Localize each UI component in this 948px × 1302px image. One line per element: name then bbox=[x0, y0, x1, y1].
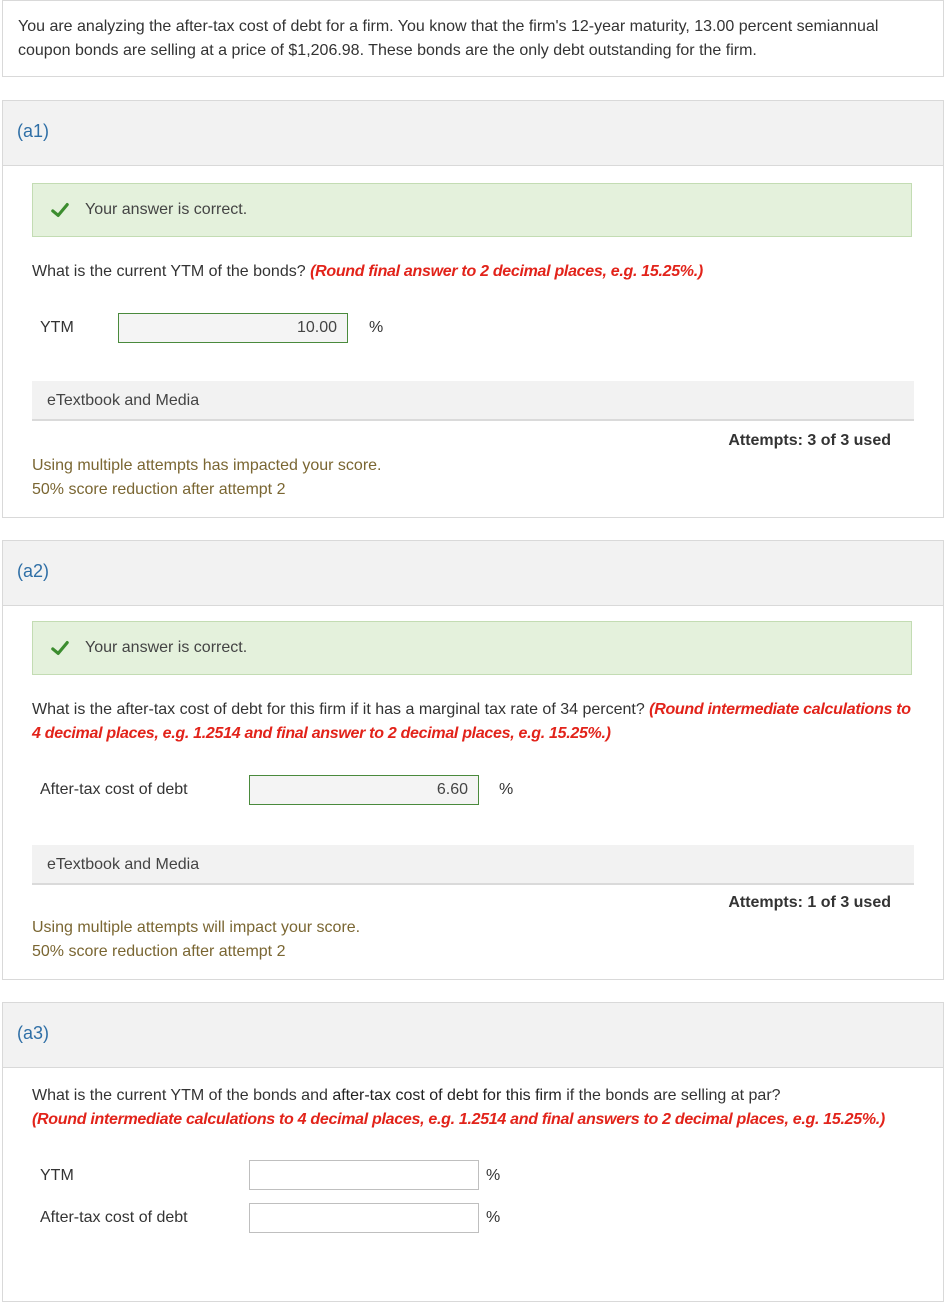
problem-statement bbox=[2, 0, 944, 77]
after-tax-cost-label: After-tax cost of debt bbox=[40, 1209, 188, 1226]
attempts-warning bbox=[32, 916, 360, 964]
question: What is the after-tax cost of debt for this firm if it has a marginal tax rate of 34 percent? bbox=[32, 701, 645, 718]
part-a1-label: (a1) bbox=[17, 121, 50, 141]
ytm-input[interactable] bbox=[249, 1160, 479, 1190]
percent-unit: % bbox=[486, 1167, 501, 1184]
rounding-hint: (Round intermediate calculations to 4 decimal places, e.g. 1.2514 and final answers to 2 decimal places, e.g. 15.25%.) bbox=[32, 1111, 885, 1128]
question-part-2: after-tax cost of debt for this firm bbox=[332, 1087, 562, 1104]
question-part-3: if the bonds are selling at par? bbox=[566, 1087, 781, 1104]
warning-line-2: 50% score reduction after attempt 2 bbox=[32, 481, 286, 498]
part-a2 bbox=[2, 540, 944, 980]
rounding-hint: (Round intermediate calculations to 4 decimal places, e.g. 1.2514 and final answer to 2 decimal places, e.g. 15.25%.) bbox=[32, 701, 911, 742]
part-a3-header bbox=[3, 1003, 943, 1068]
etextbook-media-label: eTextbook and Media bbox=[47, 856, 200, 873]
ytm-label: YTM bbox=[40, 319, 74, 336]
part-a1 bbox=[2, 100, 944, 518]
question-text bbox=[32, 260, 923, 284]
question-part-1: What is the current YTM of the bonds and bbox=[32, 1087, 328, 1104]
after-tax-cost-input[interactable] bbox=[249, 1203, 479, 1233]
correct-text: Your answer is correct. bbox=[85, 201, 248, 218]
etextbook-media-link[interactable] bbox=[32, 381, 914, 421]
percent-unit: % bbox=[486, 1209, 501, 1226]
ytm-label: YTM bbox=[40, 1167, 74, 1184]
attempts-warning bbox=[32, 454, 381, 502]
rounding-hint: (Round final answer to 2 decimal places, e.g. 15.25%.) bbox=[310, 263, 703, 280]
part-a2-label: (a2) bbox=[17, 561, 50, 581]
attempts-count: Attempts: 3 of 3 used bbox=[728, 432, 891, 449]
question-text bbox=[32, 1084, 923, 1132]
percent-unit: % bbox=[499, 781, 514, 798]
problem-text: You are analyzing the after-tax cost of debt for a firm. You know that the firm's 12-year maturity, 13.00 percent semiannual coupon bonds are selling at a price of $1,206.98. These bonds are the only debt outstanding for the firm. bbox=[18, 18, 879, 59]
percent-unit: % bbox=[369, 319, 384, 336]
check-icon bbox=[51, 201, 69, 219]
warning-line-1: Using multiple attempts will impact your score. bbox=[32, 919, 361, 936]
etextbook-media-label: eTextbook and Media bbox=[47, 392, 200, 409]
part-a2-header bbox=[3, 541, 943, 606]
attempts-count: Attempts: 1 of 3 used bbox=[728, 894, 891, 911]
correct-banner bbox=[32, 183, 912, 237]
warning-line-2: 50% score reduction after attempt 2 bbox=[32, 943, 286, 960]
ytm-input[interactable] bbox=[118, 313, 348, 343]
correct-text: Your answer is correct. bbox=[85, 639, 248, 656]
check-icon bbox=[51, 639, 69, 657]
after-tax-cost-input[interactable] bbox=[249, 775, 479, 805]
part-a3 bbox=[2, 1002, 944, 1302]
question: What is the current YTM of the bonds? bbox=[32, 263, 306, 280]
part-a1-header bbox=[3, 101, 943, 166]
question-text bbox=[32, 698, 923, 746]
part-a3-label: (a3) bbox=[17, 1023, 50, 1043]
warning-line-1: Using multiple attempts has impacted your score. bbox=[32, 457, 382, 474]
correct-banner bbox=[32, 621, 912, 675]
after-tax-cost-label: After-tax cost of debt bbox=[40, 781, 188, 798]
etextbook-media-link[interactable] bbox=[32, 845, 914, 885]
